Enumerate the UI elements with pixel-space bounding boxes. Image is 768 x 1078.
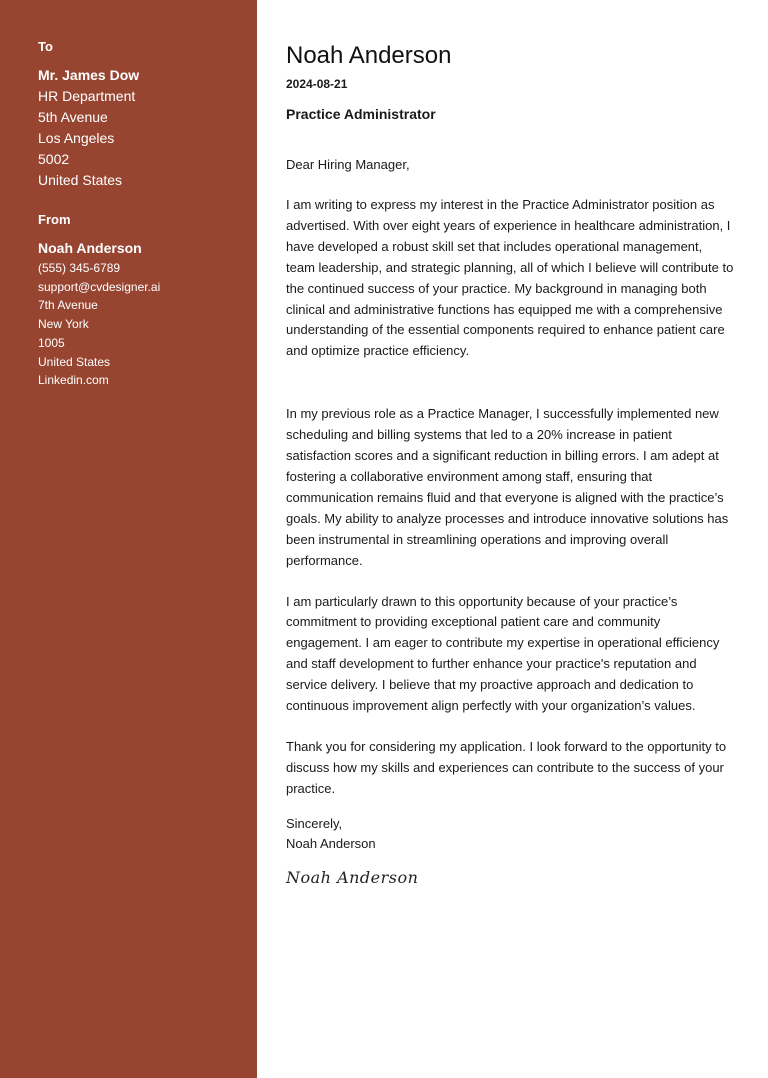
letter-date: 2024-08-21 <box>286 77 348 91</box>
recipient-zip: 5002 <box>38 151 70 167</box>
sender-country: United States <box>38 354 111 369</box>
sender-zip: 1005 <box>38 335 65 350</box>
recipient-section <box>38 38 248 191</box>
paragraph-3: I am particularly drawn to this opportunity because of your practice’s commitment to providing exceptional patient care and community engagement. I am eager to contribute my expertise in operational efficiency and staff development to further enhance your practice's reputation and service delivery. I believe that my proactive approach and dedication to continuous improvement align perfectly with your organization’s values. <box>286 593 720 714</box>
sidebar <box>0 0 257 1078</box>
closing-word: Sincerely, <box>286 815 343 831</box>
closing-name: Noah Anderson <box>286 835 376 851</box>
paragraph-1: I am writing to express my interest in the Practice Administrator position as advertised. With over eight years of experience in healthcare administration, I have developed a robust skill set that includes operational management, team leadership, and strategic planning, all of which I believe will contribute to the continued success of your practice. My background in managing both clinical and administrative functions has equipped me with a comprehensive understanding of the essential components required to enhance patient care and optimize practice efficiency. <box>286 197 734 359</box>
recipient-street: 5th Avenue <box>38 109 108 125</box>
recipient-city: Los Angeles <box>38 130 115 146</box>
recipient-heading: To <box>38 39 53 54</box>
paragraph-4: Thank you for considering my application. I look forward to the opportunity to discuss how my skills and experiences can contribute to the success of your practice. <box>286 738 727 796</box>
sender-city: New York <box>38 317 89 332</box>
recipient-country: United States <box>38 172 123 188</box>
sender-linkedin: Linkedin.com <box>38 373 109 388</box>
salutation: Dear Hiring Manager, <box>286 157 410 172</box>
paragraph-2: In my previous role as a Practice Manager, I successfully implemented new scheduling and billing systems that led to a 20% increase in patient satisfaction scores and a significant reduction in billing errors. I am adept at fostering a collaborative environment among staff, ensuring that communication remains fluid and that everyone is aligned with the practice’s goals. My ability to analyze processes and introduce innovative solutions has been instrumental in streamlining operations and improving overall performance. <box>286 406 729 568</box>
sender-phone: (555) 345-6789 <box>38 261 121 275</box>
position-title: Practice Administrator <box>286 106 436 122</box>
sender-email: support@cvdesigner.ai <box>38 279 161 294</box>
applicant-name: Noah Anderson <box>286 42 452 69</box>
signature: Noah Anderson <box>286 867 419 887</box>
closing-block <box>286 814 734 854</box>
recipient-name: Mr. James Dow <box>38 67 140 83</box>
sender-heading: From <box>38 212 71 227</box>
sender-section <box>38 211 248 390</box>
sender-name: Noah Anderson <box>38 240 142 256</box>
recipient-department: HR Department <box>38 88 136 104</box>
sender-street: 7th Avenue <box>38 298 98 313</box>
letter-body <box>286 40 734 887</box>
